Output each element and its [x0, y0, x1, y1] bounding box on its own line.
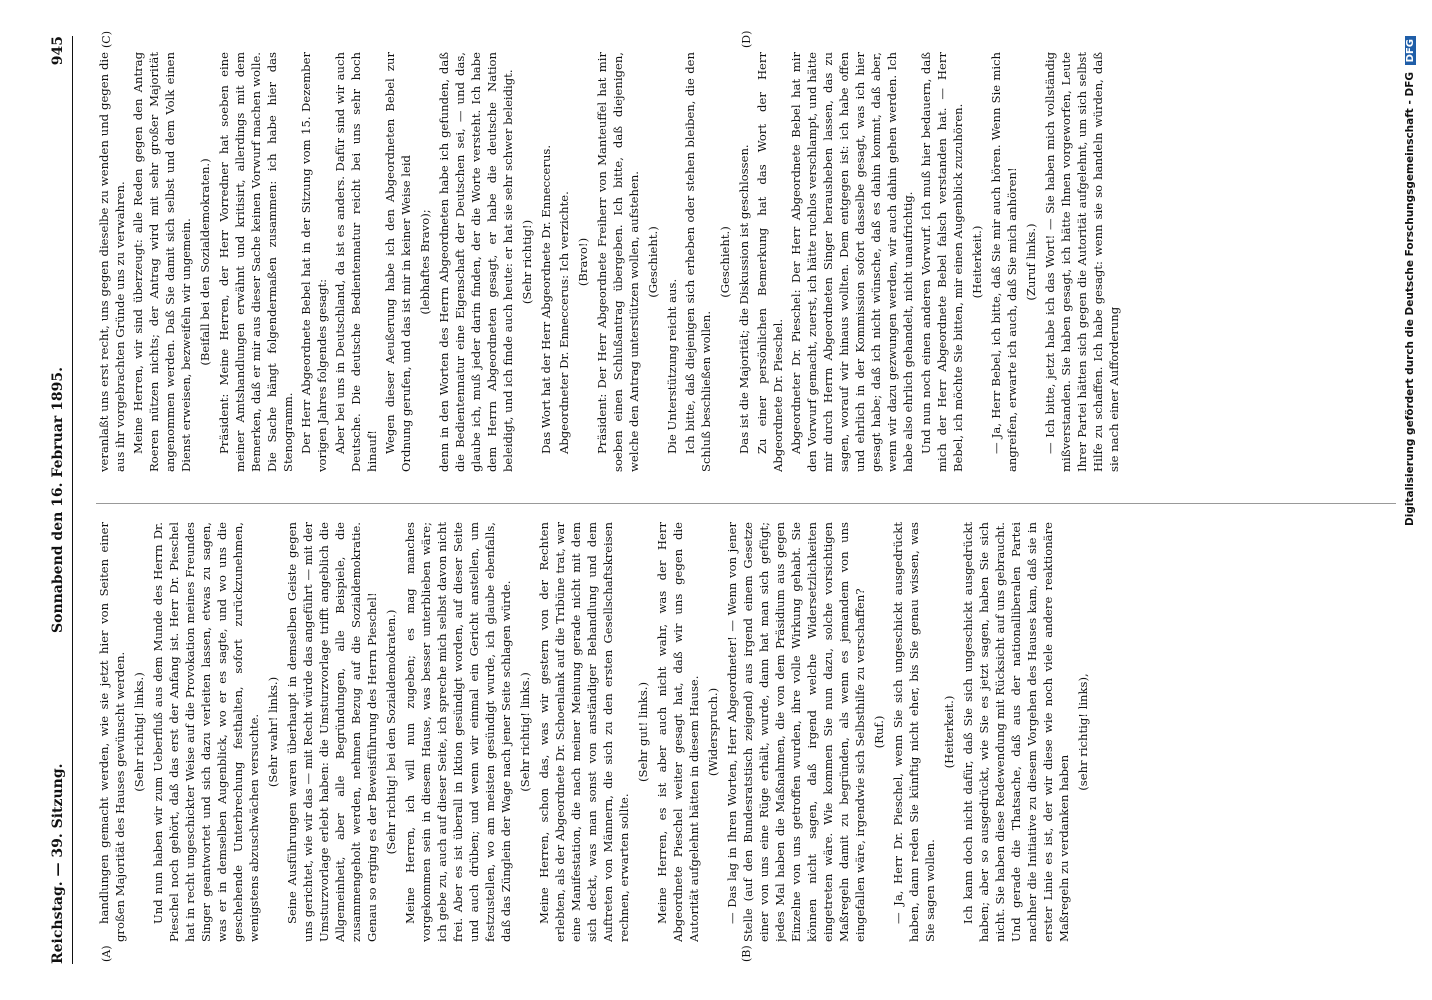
paragraph: Und nun haben wir zum Ueberfluß aus dem Munde des Herrn Dr. Pieschel noch gehört, daß das erst der Anfang ist. Herr Dr. Pieschel hat in recht ungeschickter Weise auf die Provokation meines Freundes Singer geantwortet und sich dazu verleiten lassen, etwas zu sagen, was er in demselben Augenblick, wo er es sagte, und wo uns die geschehende Unterbrechung festhalten, sofort zurückzunehmen, wenigstens abzuschwächen versuchte. — [151, 522, 261, 942]
interjection: (Zuruf links.) — [1024, 223, 1038, 301]
paragraph: Meine Herren, ich will nun zugeben; es mag manches vorgekommen sein in diesem Hause, was besser unterblieben wäre; ich gebe zu, auch auf dieser Seite, ich spreche mich selbst davon nicht frei. Aber es ist überall in Iktion gesündigt worden, auf dieser Seite und auch drüben; und wenn wir einmal ein Gericht anstellen, um festzustellen, wo am meisten gesündigt wurde, ich glaube ebenfalls, daß das Zünglein der Wage nach jener Seite schlagen würde. — [403, 522, 513, 942]
paragraph: Das ist die Majorität; die Diskussion ist geschlossen. — [737, 144, 751, 454]
header-title: Reichstag. — 39. Sitzung. — [50, 763, 66, 964]
page-header — [42, 36, 73, 964]
paragraph: Aber bei uns in Deutschland, da ist es anders. Dafür sind wir auch Deutsche. Die deutsche Bedientennatur reicht bei uns sehr hoch hinauf! — [333, 52, 379, 472]
interjection: (Bravo!) — [576, 237, 590, 287]
interjection: (Sehr richtig! bei den Sozialdemokraten.) — [384, 609, 398, 855]
interjection: (Sehr wahr! links.) — [266, 676, 280, 788]
paragraph: — Ja, Herr Bebel, ich bitte, daß Sie mir auch hören. Wenn Sie mich angreifen, erwarte ich auch, daß Sie mich anhören! — [989, 52, 1019, 472]
paragraph: Seine Ausführungen waren überhaupt in demselben Geiste gegen uns gerichtet, wie wir das — mit Recht würde das angeführt — mit der Umsturzvorlage erlebt haben: die Umsturzvorlage trifft angeblich die Allgemeinheit, aber alle Begründungen, alle Beispiele, die zusammengeholt werden, nehmen Bezug auf die Sozialdemokratie. Genau so erging es der Beweisführung des Herrn Pieschel! — [285, 522, 379, 942]
paragraph: Meine Herren, es ist aber auch nicht wahr, was der Herr Abgeordnete Pieschel weiter gesagt hat, daß wir uns gegen die Autorität aufgelehnt hätten in diesem Hause. — [655, 522, 701, 942]
margin-label-a: (A) — [100, 945, 113, 962]
margin-label-d: (D) — [740, 30, 753, 48]
paragraph: Präsident: Der Herr Abgeordnete Freiherr von Manteuffel hat mir soeben einen Schlußantrag übergeben. Ich bitte, daß diejenigen, welche den Antrag unterstützen wollen, aufstehen. — [595, 52, 641, 472]
digitization-notice — [1404, 36, 1416, 964]
paragraph: denn in den Worten des Herrn Abgeordneten habe ich gefunden, daß die Bedientennatur eine Eigenschaft der Deutschen sei, — und das, glaube ich, muß jeder darin finden, der die Worte versteht. Ich habe dem Herrn Abgeordneten gesagt, er habe die deutsche Nation beleidigt, und ich finde auch heute: er hat sie sehr schwer beleidigt. — [437, 52, 515, 472]
paragraph: Der Herr Abgeordnete Bebel hat in der Sitzung vom 15. Dezember vorigen Jahres folgendes gesagt: — [299, 52, 329, 472]
interjection: (Widerspruch.) — [706, 687, 720, 777]
footer-text: Digitalisierung gefördert durch die Deutsche Forschungsgemeinschaft - DFG — [1404, 72, 1416, 526]
paragraph: Abgeordneter Dr. Enneccerus: Ich verzichte. — [557, 191, 571, 454]
paragraph: Präsident: Meine Herren, der Herr Vorredner hat soeben eine meiner Amtshandlungen erwähnt und kritisirt, allerdings mit dem Bemerken, daß er mir aus dieser Sache keinen Vorwurf machen wolle. Die Sache hängt folgendermaßen zusammen: ich habe hier das Stenogramm. — [217, 52, 295, 472]
dfg-logo: DFG — [1405, 36, 1416, 65]
paragraph: Und nun noch einen anderen Vorwurf. Ich muß hier bedauern, daß mich der Herr Abgeordnete Bebel falsch verstanden hat. — Herr Bebel, ich möchte Sie bitten, mir einen Augenblick zuzuhören. — [919, 52, 965, 472]
paragraph: — Ich bitte, jetzt habe ich das Wort! — Sie haben mich vollständig mißverstanden. Sie haben gesagt, ich hätte Ihnen vorgeworfen, Leute Ihrer Partei hätten sich gegen die Autorität aufgelehnt, um sich selbst Hilfe zu schaffen. Ich habe gesagt: wenn sie so handeln würden, daß sie nach einer Aufforderung — [1043, 52, 1121, 472]
interjection: (Sehr richtig! links.) — [518, 672, 532, 792]
paragraph: Zu einer persönlichen Bemerkung hat das Wort der Herr Abgeordnete Dr. Pieschel. — [755, 52, 785, 472]
paragraph: Die Unterstützung reicht aus. — [665, 278, 679, 454]
paragraph: Wegen dieser Aeußerung habe ich den Abgeordneten Bebel zur Ordnung gerufen, und das ist mir in keiner Weise leid — [383, 52, 413, 472]
text-column-left — [96, 522, 1396, 942]
paragraph: Abgeordneter Dr. Pieschel: Der Herr Abgeordnete Bebel hat mir den Vorwurf gemacht, zuerst, ich hätte ruchlos verschlampt, und hätte mir durch Herrn Abgeordneten Singer herausheben lassen, das zu sagen, worauf wir hinaus wollten. Dem entgegen ist: ich habe offen und ehrlich in der Kommission sofort dasselbe gesagt, was ich hier gesagt habe; daß ich nicht wünsche, daß es dahin kommt, daß aber, wenn wir dazu gezwungen werden, wir auch dahin gehen werden. Ich habe also ehrlich gehandelt, nicht unaufrichtig. — [789, 52, 915, 472]
interjection: (Geschieht.) — [646, 226, 660, 298]
paragraph: handlungen gemacht werden, wie sie jetzt hier von Seiten einer großen Majorität des Hauses gewünscht werden. — [97, 522, 127, 942]
page-number: 945 — [50, 36, 66, 66]
paragraph: — Ja, Herr Dr. Pieschel, wenn Sie sich ungeschickt ausgedrückt haben, dann reden Sie künftig nicht eher, bis Sie genau wissen, was Sie sagen wollen. — [891, 522, 937, 942]
paragraph: Ich bitte, daß diejenigen sich erheben oder stehen bleiben, die den Schluß beschließen wollen. — [683, 52, 713, 472]
interjection: (Geschieht.) — [718, 226, 732, 298]
paragraph: Ich kann doch nicht dafür, daß Sie sich ungeschickt ausgedrückt haben; aber so ausgedrückt, wie Sie es jetzt sagen, haben Sie sich nicht. Sie haben diese Redewendung mit Rücksicht auf uns gebraucht. Und gerade die Thatsache, daß aus der nationalliberalen Partei nachher die Initiative zu diesem Vorgehen des Hauses kam, daß sie in erster Linie es ist, der wir diese wie noch viele andere reaktionäre Maßregeln zu verdanken haben — [961, 522, 1071, 942]
interjection: (Beifall bei den Sozialdemokraten.) — [198, 158, 212, 366]
paragraph: Meine Herren, schon das, was wir gestern von der Rechten erlebten, als der Abgeordnete Dr. Schoenlank auf die Tribüne trat, war eine Manifestation, die nach meiner Meinung gerade nicht mit dem sich deckt, was man sonst von anständiger Behandlung und dem Auftreten von Männern, die sich zu den ersten Gesellschaftskreisen rechnen, erwarten sollte. — [537, 522, 631, 942]
header-date: Sonnabend den 16. Februar 1895. — [50, 367, 66, 633]
text-column-right — [96, 52, 1396, 472]
paragraph: veranlaßt uns erst recht, uns gegen dieselbe zu wenden und gegen die aus ihr vorgebrachten Gründe uns zu verwahren. — [97, 52, 127, 472]
interjection: (Ruf.) — [872, 715, 886, 749]
column-divider — [96, 503, 1396, 504]
paragraph: — Das lag in Ihren Worten, Herr Abgeordneter! — Wenn von jener Stelle (auf den Bundesratstisch zeigend) aus irgend einem Gesetze einer von uns eine Rüge erhält, wurde, dann hat man sich gefügt; jedes Mal haben die Maßnahmen, die von dem Präsidium aus gegen Einzelne von uns getroffen wurden, ihre volle Wirkung gehabt. Sie können nicht sagen, daß irgend welche Widersetzlichkeiten eingetreten wäre. Wie kommen Sie nun dazu, solche vorsichtigen Maßregeln damit zu begründen, als wenn es jemandem von uns eingefallen wäre, irgendwie sich Selbsthilfe zu verschaffen? — [725, 522, 867, 942]
margin-label-c: (C) — [100, 31, 113, 48]
interjection: (Sehr richtig!) — [520, 219, 534, 305]
paragraph: Das Wort hat der Herr Abgeordnete Dr. Enneccerus. — [539, 144, 553, 454]
margin-label-b: (B) — [740, 945, 753, 962]
interjection: (Heiterkeit.) — [970, 225, 984, 299]
interjection: (Heiterkeit.) — [942, 695, 956, 769]
interjection: (lebhaftes Bravo); — [418, 209, 432, 315]
paragraph: Meine Herren, wir sind überzeugt: alle Reden gegen den Antrag Roeren nützen nichts; der Antrag wird mit sehr großer Majorität angenommen werden. Daß Sie damit sich selbst und dem Volk einen Dienst erweisen, bezweifeln wir ungemein. — [131, 52, 193, 472]
interjection: (Sehr gut! links.) — [636, 682, 650, 782]
interjection: (Sehr richtig! links.) — [132, 672, 146, 792]
interjection: (sehr richtig! links), — [1076, 673, 1090, 791]
